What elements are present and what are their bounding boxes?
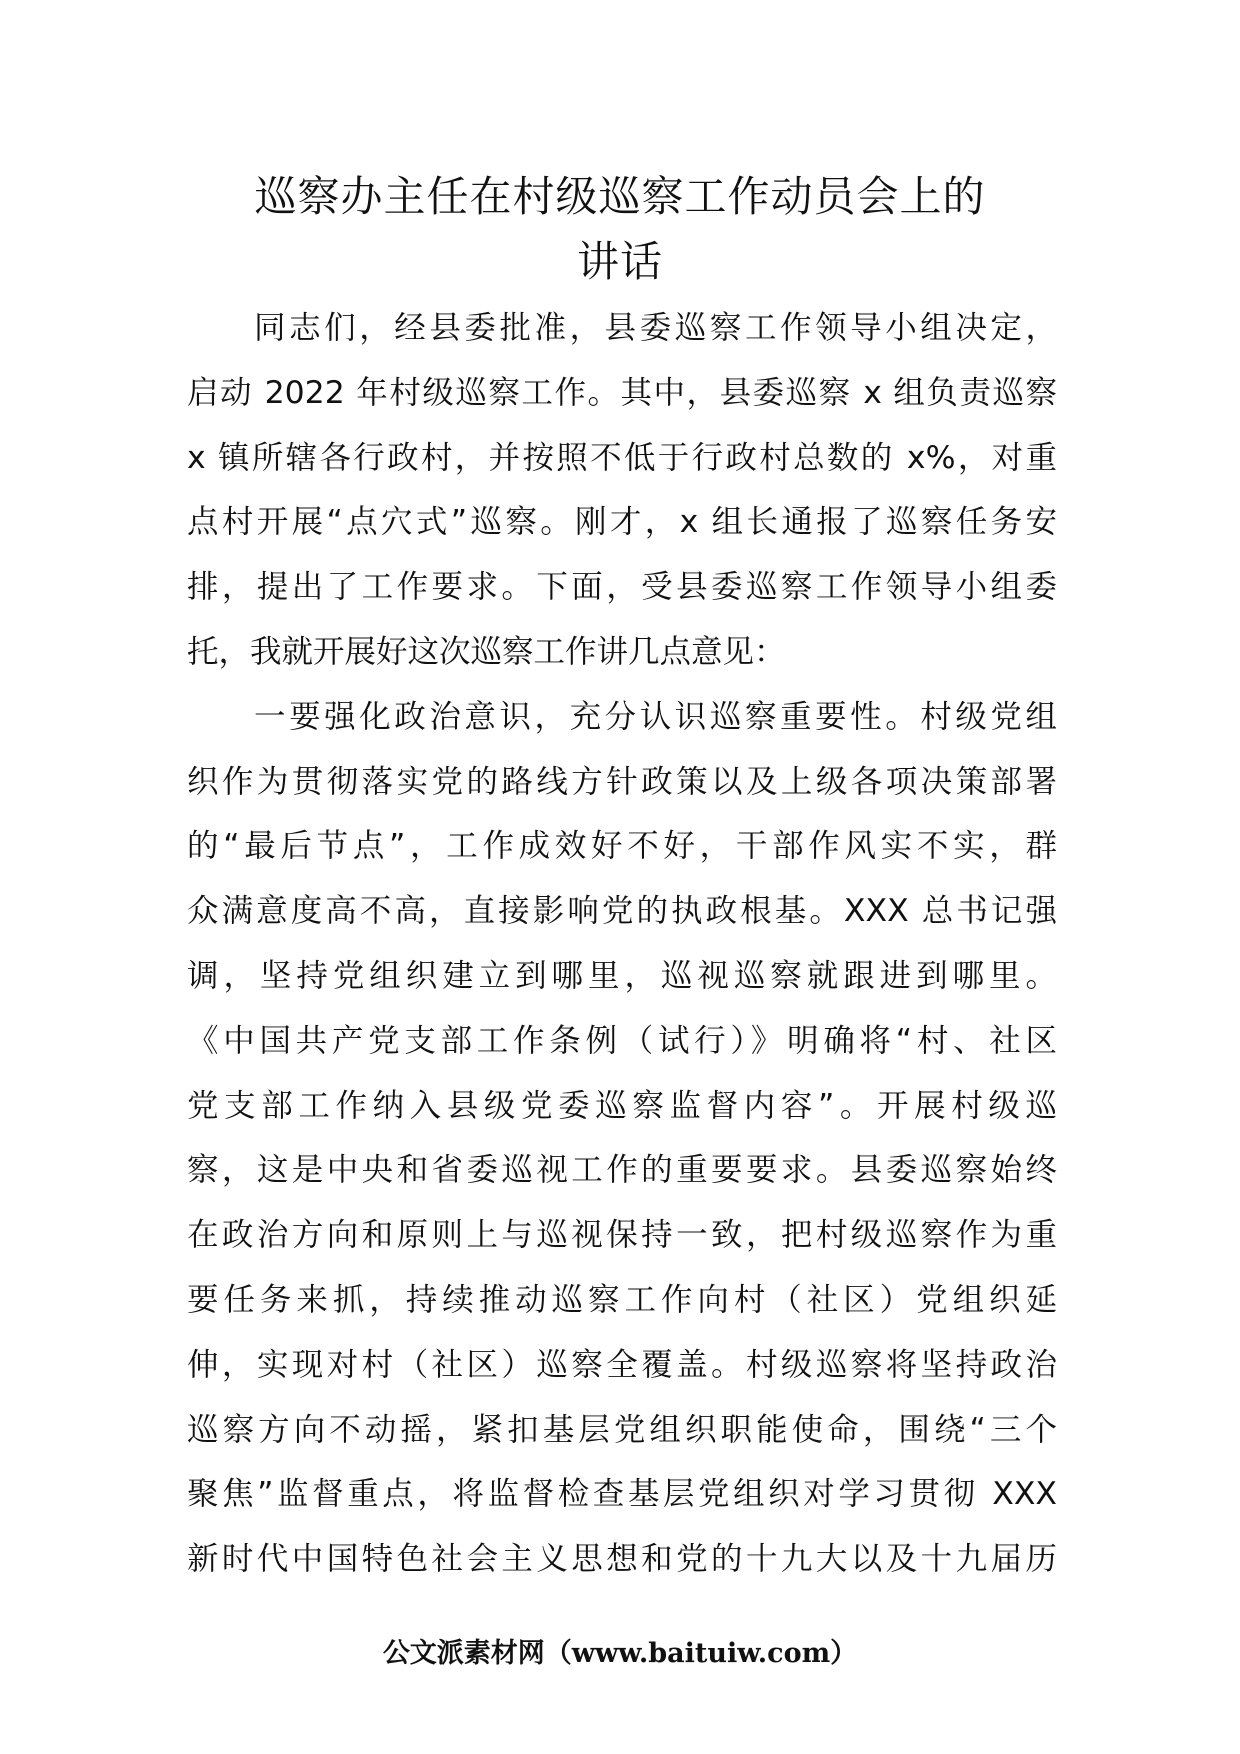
body-line: 巡察方向不动摇，紧扣基层党组织职能使命，围绕“三个 xyxy=(187,1411,1057,1448)
body-line: 调，坚持党组织建立到哪里，巡视巡察就跟进到哪里。 xyxy=(187,957,1057,994)
body-line: 托，我就开展好这次巡察工作讲几点意见： xyxy=(187,633,786,670)
body-line: 在政治方向和原则上与巡视保持一致，把村级巡察作为重 xyxy=(187,1217,1057,1254)
body-line: 启动 2022 年村级巡察工作。其中，县委巡察 x 组负责巡察 xyxy=(187,374,1057,411)
body-line: 党支部工作纳入县级党委巡察监督内容”。开展村级巡 xyxy=(187,1087,1057,1124)
body-line: 点村开展“点穴式”巡察。刚才，x 组长通报了巡察任务安 xyxy=(187,504,1057,541)
document-body xyxy=(187,296,1057,1592)
body-line: 一要强化政治意识，充分认识巡察重要性。村级党组 xyxy=(254,698,1057,735)
body-line: 察，这是中央和省委巡视工作的重要要求。县委巡察始终 xyxy=(187,1152,1057,1189)
footer-source-link: 公文派素材网（www.baituiw.com） xyxy=(382,1638,858,1669)
body-line: 同志们，经县委批准，县委巡察工作领导小组决定， xyxy=(254,310,1057,346)
body-line: 排，提出了工作要求。下面，受县委巡察工作领导小组委 xyxy=(187,569,1057,606)
body-line: 《中国共产党支部工作条例（试行）》明确将“村、社区 xyxy=(187,1022,1057,1059)
document-title-line-2: 讲话 xyxy=(576,237,663,286)
body-line: 的“最后节点”，工作成效好不好，干部作风实不实，群 xyxy=(187,828,1057,865)
body-line: 聚焦”监督重点，将监督检查基层党组织对学习贯彻 XXX xyxy=(187,1476,1057,1513)
document-title-line-1: 巡察办主任在村级巡察工作动员会上的 xyxy=(254,172,986,221)
body-line: 伸，实现对村（社区）巡察全覆盖。村级巡察将坚持政治 xyxy=(187,1346,1057,1383)
body-line: 新时代中国特色社会主义思想和党的十九大以及十九届历 xyxy=(187,1541,1057,1578)
body-line: 织作为贯彻落实党的路线方针政策以及上级各项决策部署 xyxy=(187,763,1057,800)
body-line: x 镇所辖各行政村，并按照不低于行政村总数的 x%，对重 xyxy=(187,439,1057,476)
body-line: 众满意度高不高，直接影响党的执政根基。XXX 总书记强 xyxy=(187,893,1057,930)
body-line: 要任务来抓，持续推动巡察工作向村（社区）党组织延 xyxy=(187,1281,1057,1318)
